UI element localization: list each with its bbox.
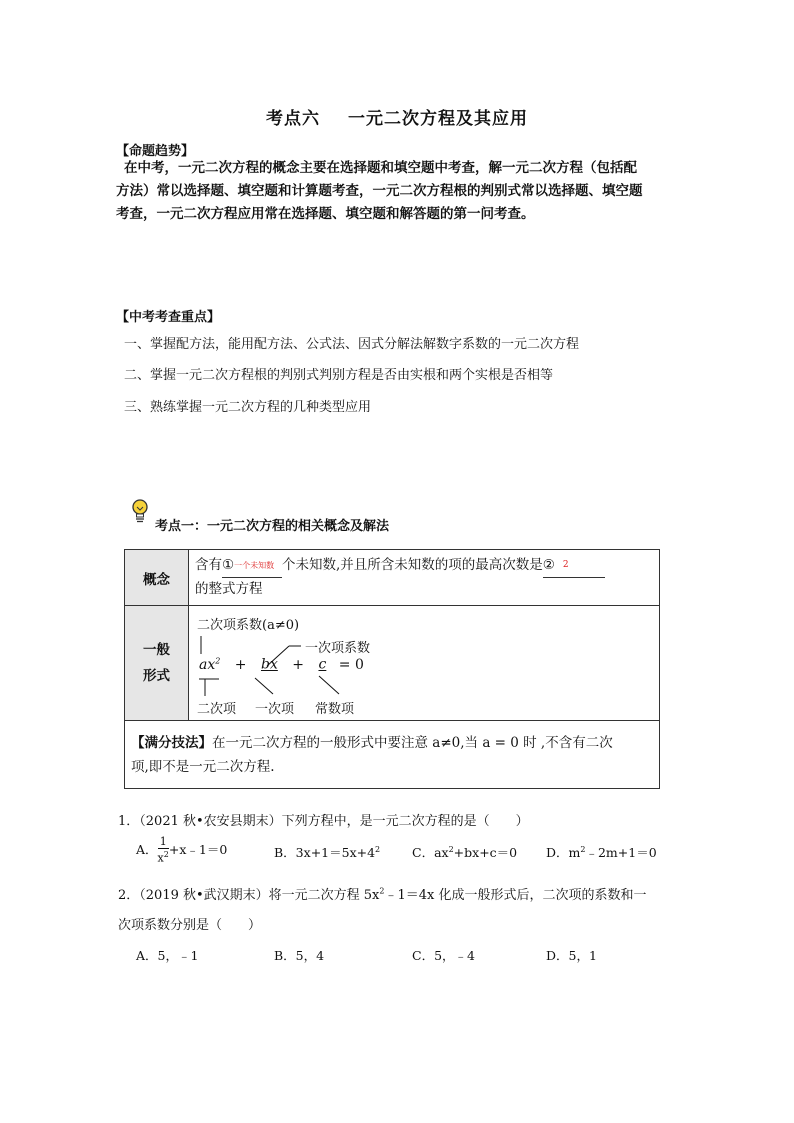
q1-option-b-text: B．3x+1＝5x+4 [274,845,376,860]
q1-option-c-text: C．ax [412,845,449,860]
q1-option-a-rest: +x﹣1＝0 [168,841,228,857]
tip-label: 【满分技法】 [131,734,212,751]
plus-1: + [234,656,247,673]
q1-option-d-rest: ﹣2m+1＝0 [585,845,657,860]
general-label-line-1: 一般 [143,642,170,658]
lightbulb-icon [130,498,150,524]
kp1-title: 考点一：一元二次方程的相关概念及解法 [155,519,390,534]
q1-option-d-text: D．m [546,845,581,860]
trend-line-3: 考查，一元二次方程应用常在选择题、填空题和解答题的第一问考查。 [116,206,535,222]
concept-text-c: 的整式方程 [195,581,263,597]
general-label-line-2: 形式 [143,668,170,684]
label-constant-term: 常数项 [315,702,355,717]
plus-2: + [292,656,305,673]
equals-zero: = 0 [338,656,364,673]
concept-blank-2 [543,554,605,578]
fill-answer-1: 一个未知数 [234,561,275,570]
q1-option-d [546,843,657,861]
term-ax-exponent: 2 [215,656,221,665]
q2-option-d: D．5，1 [546,948,597,963]
term-ax2 [199,657,220,673]
concept-blank-1 [222,554,282,578]
concept-text-b: 个未知数,并且所含未知数的项的最高次数是 [282,557,543,573]
tip-line-1: 在一元二次方程的一般形式中要注意 a≠0,当 a = 0 时 ,不含有二次 [212,734,613,751]
coef2-label: 二次项系数(a≠0) [197,618,300,633]
focus-item-1: 一、掌握配方法，能用配方法、公式法、因式分解法解数字系数的一元二次方程 [124,337,580,352]
title-topic: 一元二次方程及其应用 [348,109,528,129]
term-bx: bx [260,656,278,673]
fraction-denominator [158,849,169,865]
label-linear-term: 一次项 [255,702,295,717]
q1-option-c-exponent: 2 [448,844,454,854]
trend-line-1: 在中考，一元二次方程的概念主要在选择题和填空题中考查，解一元二次方程（包括配 [124,160,637,176]
equation [199,656,364,673]
focus-item-2: 二、掌握一元二次方程根的判别式判别方程是否由实根和两个实根是否相等 [124,368,554,383]
q2-option-b: B．5，4 [274,948,325,963]
circle-number-1: ① [222,557,235,573]
q1-option-a-fraction [158,836,169,865]
q1-option-a-label: A． [136,841,158,857]
term-c: c [318,656,327,673]
page-title [0,104,794,129]
concept-label: 概念 [125,550,189,606]
trend-line-2: 方法）常以选择题、填空题和计算题考查，一元二次方程根的判别式常以选择题、填空题 [116,183,643,199]
fraction-numerator: 1 [158,836,169,849]
general-form-label [125,606,189,721]
q2-option-a: A．5，﹣1 [136,948,199,963]
trend-heading: 【命题趋势】 [116,144,195,159]
coef1-label: 一次项系数 [305,641,371,656]
title-section-number: 考点六 [266,109,320,129]
q2-stem-text: 2．（2019 秋•武汉期末）将一元二次方程 5x [118,888,380,903]
q1-option-c-rest: +bx+c＝0 [453,845,518,860]
fraction-denominator-exponent: 2 [163,850,169,859]
q2-option-c: C．5，﹣4 [412,948,475,963]
tip-line-2: 项,即不是一元二次方程. [131,758,275,775]
circle-number-2: ② [542,557,555,573]
trend-paragraph [116,157,643,226]
fraction-denominator-base: x [157,851,164,865]
focus-item-3: 三、熟练掌握一元二次方程的几种类型应用 [124,400,372,415]
q1-stem: 1．（2021 秋•农安县期末）下列方程中，是一元二次方程的是（ ） [118,814,529,829]
q1-option-b-exponent: 2 [375,844,381,854]
concept-text-a: 含有 [195,557,222,573]
fill-answer-2: 2 [562,560,569,570]
kp1-table [124,549,660,789]
q2-stem-rest: ﹣1＝4x 化成一般形式后，二次项的系数和一 [384,888,647,903]
q1-option-d-exponent: 2 [580,844,586,854]
q2-stem-line-2: 次项系数分别是（ ） [118,918,262,933]
q2-stem-exponent: 2 [379,886,385,896]
q1-option-c [412,843,517,861]
term-ax: ax [199,656,216,673]
q1-option-a [136,836,227,865]
concept-cell [189,550,660,606]
tip-cell [125,721,660,789]
q2-stem-line-1 [118,884,647,903]
general-form-cell [189,606,660,721]
q1-option-b [274,843,380,861]
label-quadratic-term: 二次项 [197,702,237,717]
focus-heading: 【中考考查重点】 [116,310,221,325]
general-form-diagram [189,606,659,720]
